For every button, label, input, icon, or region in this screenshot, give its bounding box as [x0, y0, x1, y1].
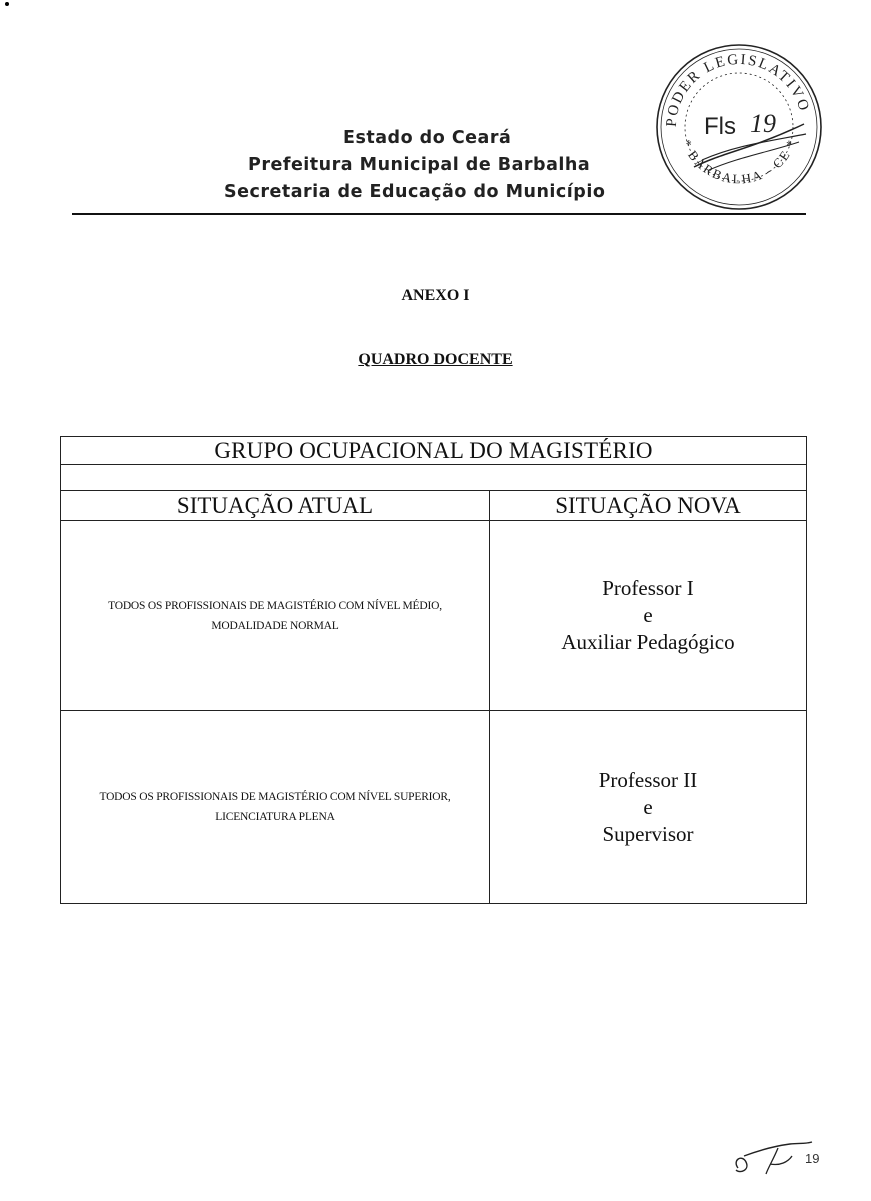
- svg-text:Fls: Fls: [704, 113, 736, 140]
- column-header-current: SITUAÇÃO ATUAL: [176, 492, 374, 518]
- header-state: Estado do Ceará: [343, 128, 512, 148]
- header-prefecture: Prefeitura Municipal de Barbalha: [248, 155, 591, 175]
- svg-text:PODER LEGISLATIVO: PODER LEGISLATIVO: [663, 51, 813, 128]
- group-header-cell: GRUPO OCUPACIONAL DO MAGISTÉRIO: [214, 437, 653, 463]
- new-role-line: Supervisor: [602, 821, 694, 846]
- annex-title: ANEXO I: [401, 287, 470, 304]
- scan-speck: [5, 2, 9, 6]
- column-header-new: SITUAÇÃO NOVA: [555, 492, 741, 518]
- new-role-connector: e: [643, 794, 653, 819]
- new-role-line: Auxiliar Pedagógico: [561, 630, 735, 654]
- current-text-line: TODOS OS PROFISSIONAIS DE MAGISTÉRIO COM NÍVEL SUPERIOR,: [99, 791, 451, 803]
- new-situation-cell: [490, 521, 806, 710]
- column-header-row: [61, 491, 806, 521]
- current-text-line: MODALIDADE NORMAL: [211, 619, 339, 632]
- header-divider: [72, 213, 806, 215]
- table-row: [61, 711, 806, 903]
- new-situation-cell: [490, 711, 806, 903]
- svg-text:19: 19: [750, 109, 776, 138]
- current-text-line: TODOS OS PROFISSIONAIS DE MAGISTÉRIO COM NÍVEL MÉDIO,: [108, 599, 442, 612]
- current-situation-cell: [61, 521, 489, 710]
- group-header-row: [61, 437, 806, 465]
- teaching-staff-table: [60, 436, 807, 904]
- document-title: QUADRO DOCENTE: [358, 351, 513, 368]
- table-row: [61, 521, 806, 711]
- current-situation-cell: [61, 711, 489, 903]
- legislative-stamp: [654, 42, 824, 212]
- new-role-line: Professor I: [602, 576, 694, 600]
- header-secretariat: Secretaria de Educação do Município: [224, 182, 606, 202]
- new-role-line: Professor II: [598, 767, 698, 792]
- spacer-row: [61, 465, 806, 491]
- svg-text:* BARBALHA - CE *: * BARBALHA - CE *: [679, 136, 800, 187]
- current-text-line: LICENCIATURA PLENA: [215, 811, 335, 823]
- page-number: 19: [805, 1151, 820, 1166]
- new-role-connector: e: [643, 603, 653, 627]
